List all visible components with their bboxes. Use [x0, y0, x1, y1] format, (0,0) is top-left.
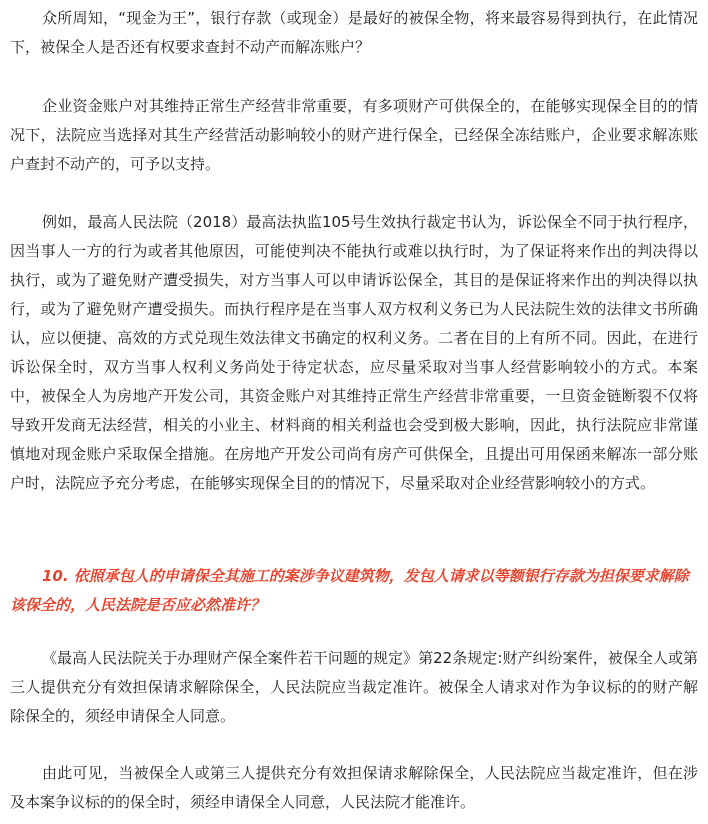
- paragraph-enterprise-account: 企业资金账户对其维持正常生产经营非常重要，有多项财产可供保全的，在能够实现保全目的的情况下，法院应当选择对其生产经营活动影响较小的财产进行保全，已经保全冻结账户，企业要求解冻账户查封不动产的，可予以支持。: [10, 97, 698, 173]
- paragraph-cash-is-king: 众所周知，“现金为王”，银行存款（或现金）是最好的被保全物，将来最容易得到执行，在此情况下，被保全人是否还有权要求查封不动产而解冻账户？: [10, 9, 698, 56]
- question-heading-10: 10. 依照承包人的申请保全其施工的案涉争议建筑物，发包人请求以等额银行存款为担保要求解除该保全的，人民法院是否应必然准许？: [10, 567, 689, 614]
- paragraph-conclusion: 由此可见，当被保全人或第三人提供充分有效担保请求解除保全，人民法院应当裁定准许，但在涉及本案争议标的的保全时，须经申请保全人同意，人民法院才能准许。: [10, 764, 698, 811]
- paragraph-supreme-court-example: 例如，最高人民法院（2018）最高法执监105号生效执行裁定书认为，诉讼保全不同于执行程序，因当事人一方的行为或者其他原因，可能使判决不能执行或难以执行时，为了保证将来作出的判决得以执行，或为了避免财产遭受损失，对方当事人可以申请诉讼保全，其目的是保证将来作出的判决得以执行，或为了避免财产遭受损失。而执行程序是在当事人双方权利义务已为人民法院生效的法律文书所确认，应以便捷、高效的方式兑现生效法律文书确定的权利义务。二者在目的上有所不同。因此，在进行诉讼保全时，双方当事人权利义务尚处于待定状态，应尽量采取对当事人经营影响较小的方式。本案中，被保全人为房地产开发公司，其资金账户对其维持正常生产经营非常重要，一旦资金链断裂不仅将导致开发商无法经营，相关的小业主、材料商的相关利益也会受到极大影响，因此，执行法院应非常谨慎地对现金账户采取保全措施。在房地产开发公司尚有房产可供保全，且提出可用保函来解冻一部分账户时，法院应予充分考虑，在能够实现保全目的的情况下，尽量采取对企业经营影响较小的方式。: [10, 213, 698, 492]
- paragraph-regulation-article-22: 《最高人民法院关于办理财产保全案件若干问题的规定》第22条规定:财产纠纷案件，被保全人或第三人提供充分有效担保请求解除保全，人民法院应当裁定准许。被保全人请求对作为争议标的的财产解除保全的，须经申请保全人同意。: [10, 649, 698, 725]
